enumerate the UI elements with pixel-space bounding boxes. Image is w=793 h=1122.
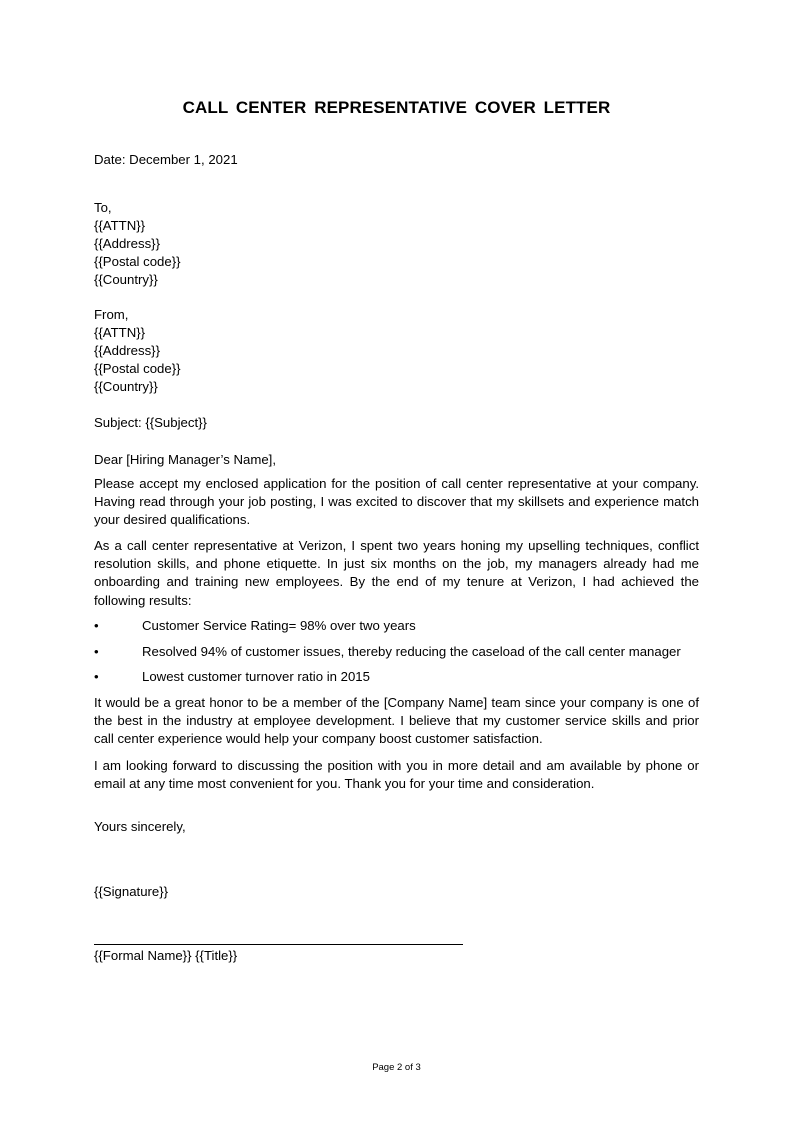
to-attn: {{ATTN}} bbox=[94, 218, 146, 233]
bullet-icon: • bbox=[94, 644, 99, 659]
to-address: {{Address}} bbox=[94, 236, 160, 251]
paragraph-experience: As a call center representative at Verizon, I spent two years honing my upselling techniques, conflict resolution skills, and phone etiquette. In just six months on the job, my managers already had me onboarding and training new employees. By the end of my tenure at Verizon, I had achieved the following results: bbox=[94, 538, 699, 608]
from-label: From, bbox=[94, 307, 129, 322]
from-address: {{Address}} bbox=[94, 343, 160, 358]
bullet-icon: • bbox=[94, 618, 99, 633]
from-postal-code: {{Postal code}} bbox=[94, 361, 181, 376]
bullet-text: Resolved 94% of customer issues, thereby reducing the caseload of the call center manager bbox=[142, 644, 681, 659]
signature-placeholder: {{Signature}} bbox=[94, 884, 169, 899]
formal-name-title: {{Formal Name}} {{Title}} bbox=[94, 948, 238, 963]
to-country: {{Country}} bbox=[94, 272, 158, 287]
salutation: Dear [Hiring Manager’s Name], bbox=[94, 452, 277, 467]
subject-line: Subject: {{Subject}} bbox=[94, 415, 207, 430]
paragraph-company: It would be a great honor to be a member of the [Company Name] team since your company is one of the best in the industry at employee development. I believe that my customer service skills and prior call center experience would help your company boost customer satisfaction. bbox=[94, 695, 699, 747]
paragraph-intro: Please accept my enclosed application for the position of call center representative at your company. Having read through your job posting, I was excited to discover that my skillsets and experience match your desired qualifications. bbox=[94, 476, 699, 528]
paragraph-closing: I am looking forward to discussing the position with you in more detail and am available by phone or email at any time most convenient for you. Thank you for your time and consideration. bbox=[94, 758, 699, 792]
bullet-icon: • bbox=[94, 669, 99, 684]
to-label: To, bbox=[94, 200, 112, 215]
date-line: Date: December 1, 2021 bbox=[94, 152, 238, 167]
bullet-text: Customer Service Rating= 98% over two years bbox=[142, 618, 416, 633]
to-postal-code: {{Postal code}} bbox=[94, 254, 181, 269]
signature-line bbox=[94, 944, 463, 945]
bullet-text: Lowest customer turnover ratio in 2015 bbox=[142, 669, 370, 684]
from-attn: {{ATTN}} bbox=[94, 325, 146, 340]
sign-off: Yours sincerely, bbox=[94, 819, 186, 834]
from-country: {{Country}} bbox=[94, 379, 158, 394]
page-footer: Page 2 of 3 bbox=[372, 1062, 421, 1073]
document-title: CALL CENTER REPRESENTATIVE COVER LETTER bbox=[182, 98, 611, 117]
